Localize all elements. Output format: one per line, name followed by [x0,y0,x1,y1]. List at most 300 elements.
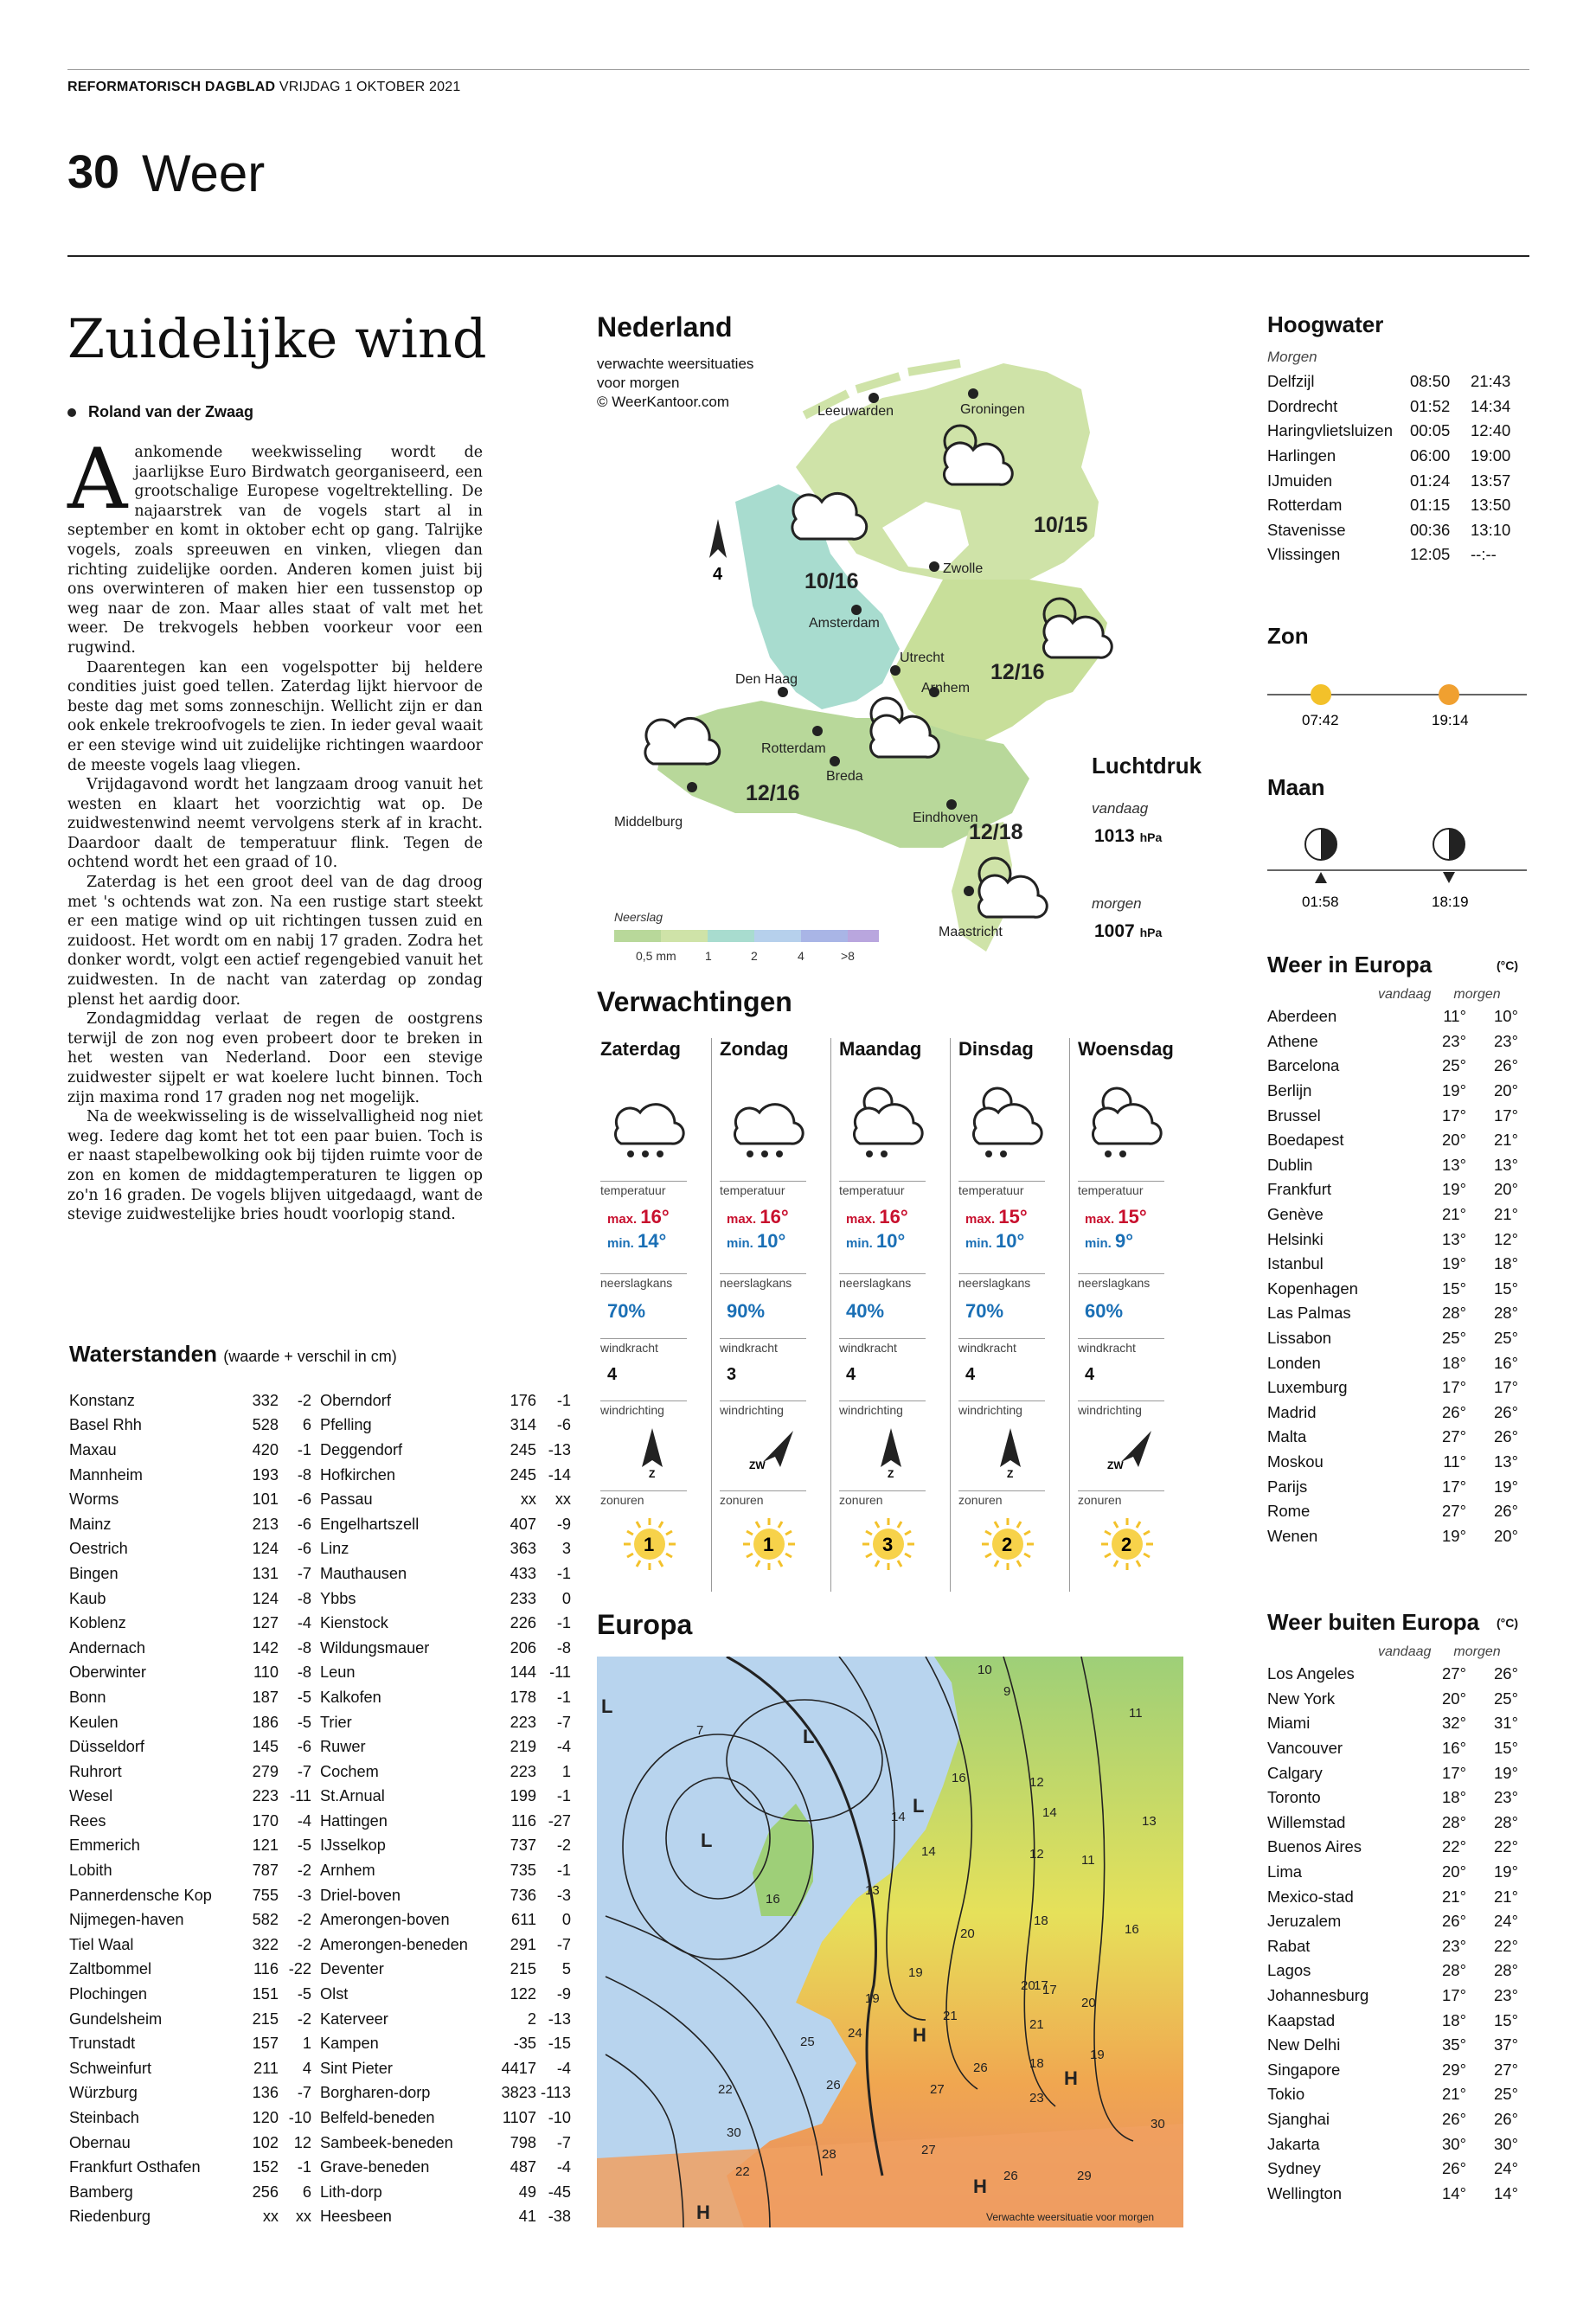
table-cell: 17° [1442,1986,1466,2005]
table-cell: -113 [540,2084,571,2102]
legend-label: >8 [841,949,855,963]
maan-diagram [1267,810,1527,913]
table-cell: 116 [253,1960,279,1978]
table-row [1267,542,1531,567]
moonrise-marker [1315,872,1327,883]
city-temp: 7 [696,1723,704,1738]
table-cell: 18° [1494,1254,1518,1273]
table-cell: Steinbach [69,2109,139,2127]
table-row [1267,2082,1518,2107]
moonset-marker [1443,872,1455,883]
table-cell: -35 [513,2035,536,2053]
table-cell: -2 [556,1836,571,1855]
table-cell: Hattingen [320,1811,388,1830]
table-cell: 17° [1442,1106,1466,1125]
table-cell: -5 [297,1985,311,2003]
day-name: Maandag [839,1038,922,1060]
table-cell: 17° [1442,1378,1466,1397]
table-row [320,1809,571,1834]
table-cell: -7 [297,2084,311,2102]
table-cell: 487 [510,2158,536,2176]
table-row [320,1388,571,1413]
city-temp: 17 [1034,1978,1048,1993]
rain-chance: 60% [1085,1300,1124,1322]
table-cell: 25° [1442,1329,1466,1348]
table-cell: -8 [297,1663,311,1682]
table-cell: 213 [252,1515,279,1533]
table-cell: Basel Rhh [69,1416,142,1434]
table-cell: 19:00 [1471,446,1511,465]
table-cell: 28° [1494,1304,1518,1323]
table-row [1267,1450,1518,1475]
table-cell: -22 [288,1960,311,1978]
table-cell: 14° [1442,2183,1466,2202]
pressure-letter: H [696,2202,710,2223]
table-cell: 206 [510,1638,536,1657]
table-cell: Heesbeen [320,2208,392,2226]
table-cell: 32° [1442,1714,1466,1733]
city-temp: 14 [1042,1805,1057,1820]
table-cell: 01:52 [1410,396,1451,415]
sun-hours: 1 [763,1534,774,1555]
table-row [1267,1375,1518,1400]
table-cell: Engelhartszell [320,1515,420,1533]
wind-direction-icon [626,1424,678,1484]
table-cell: -1 [556,1391,571,1409]
table-row [320,1982,571,2007]
table-cell: 26° [1494,1056,1518,1075]
table-cell: 127 [252,1614,279,1632]
table-cell: Genève [1267,1205,1324,1224]
table-cell: Berlijn [1267,1081,1312,1100]
weer-buiten-header: vandaag morgen [1378,1644,1501,1659]
table-cell: 186 [252,1713,279,1731]
table-cell: 22° [1494,1837,1518,1856]
table-cell: 735 [510,1862,536,1880]
table-row [320,1685,571,1710]
table-cell: Kampen [320,2035,379,2053]
table-cell: 21° [1442,2085,1466,2104]
table-cell: Amerongen-boven [320,1911,450,1929]
table-cell: Helsinki [1267,1229,1324,1248]
table-row [69,2155,311,2180]
table-cell: 15° [1494,1739,1518,1758]
table-row [1267,1687,1518,1712]
table-cell: 26° [1494,1402,1518,1421]
waterstanden-subtitle: (waarde + verschil in cm) [223,1348,397,1365]
table-cell: IJsselkop [320,1836,386,1855]
table-cell: 18° [1442,2010,1466,2029]
legend-label: 2 [751,949,758,963]
city-temp: 19 [1090,2048,1105,2062]
weer-europa-header: vandaag morgen [1378,987,1501,1002]
table-cell: -1 [297,1440,311,1458]
table-cell: -9 [556,1985,571,2003]
table-cell: 13:50 [1471,496,1511,515]
table-cell: 755 [252,1886,279,1904]
table-cell: 28° [1442,1812,1466,1831]
table-cell: -38 [548,2208,571,2226]
table-cell: 736 [510,1886,536,1904]
table-cell: 01:24 [1410,471,1451,490]
table-row [69,1388,311,1413]
table-cell: 420 [252,1440,279,1458]
table-cell: 2 [527,2009,536,2028]
table-row [69,2056,311,2081]
min-temp: 9° [1115,1230,1134,1252]
table-cell: 145 [252,1738,279,1756]
table-cell: 16° [1494,1353,1518,1372]
nederland-subtitle: verwachte weersituaties voor morgen © WeerKantoor.com [597,356,754,410]
table-row [1267,1860,1518,1885]
weer-in-europa-section: Weer in Europa (°C) vandaag morgen Aberdeen 11° 10° Athene 23° 23° Barcelona 25° 26° Berlijn 19° 20° Brussel 17° 17° Boedapest 20° 21° Dublin 13° 13° Frankfurt 19° 20° Genève 21° 21° Helsinki 13° 12° Istanbul 19° 18° Kopenhagen 15° 15° Las Palmas 28° 28° Lissabon 25° 25° Londen 18° 16° Luxemburg 17° 17° Madrid 26° 26° Malta 27° 26° Moskou 11° 13° Parijs 17° 19° Rome 27° 26° Wenen 19° 20° [1267,952,1527,1548]
table-cell: 25° [1494,1689,1518,1708]
table-row [320,1561,571,1586]
table-cell: 124 [252,1589,279,1607]
table-row [320,2056,571,2081]
table-cell: 19° [1442,1254,1466,1273]
table-cell: 23° [1494,1986,1518,2005]
table-cell: 35° [1442,2035,1466,2054]
table-row [320,1759,571,1785]
table-cell: 11° [1443,1007,1466,1026]
table-cell: Riedenburg [69,2208,151,2226]
wind-arrow-icon [709,519,727,584]
article-paragraph: Zaterdag is het een groot deel van de dag droog met 's ochtends wat zon. Na een rustige start steekt er een matige wind op uit richtingen tussen zuid en zuidoost. Het wordt om en nabij 17 graden. Zodra het donker wordt, volgt een actief regengebied vanuit het zuidwesten. In de nacht van zaterdag op zondag plenst het aardig door. [67,874,483,1009]
table-cell: 314 [510,1416,536,1434]
table-cell: Istanbul [1267,1254,1324,1273]
hoogwater-table [1267,369,1531,567]
table-cell: Emmerich [69,1836,140,1855]
day-name: Dinsdag [958,1038,1034,1060]
column-divider [1069,1038,1070,1592]
table-cell: 215 [252,2009,279,2028]
table-cell: Malta [1267,1427,1307,1446]
table-cell: Trunstadt [69,2035,136,2053]
table-row [1267,2033,1518,2058]
table-row [320,2031,571,2056]
nederland-map [597,329,1116,969]
table-row [69,1463,311,1488]
table-cell: 611 [511,1911,536,1929]
table-row [1267,1934,1518,1959]
table-row [1267,1326,1518,1351]
table-cell: 27° [1442,1502,1466,1521]
table-cell: 28° [1494,1961,1518,1980]
table-cell: 219 [510,1738,536,1756]
table-row [69,1907,311,1932]
table-row [1267,1202,1518,1227]
article-paragraph: Vrijdagavond wordt het langzaam droog vanuit het westen en klaart het voorzichtig wat op. De zuidwestenwind neemt vervolgens sterk af in kracht. Daardoor daalt de temperatuur flink. Tegen de ochtend wordt het een graad of 10. [67,776,483,872]
temp-label: 12/16 [990,660,1045,684]
rain-cloud-icon [600,1067,695,1163]
table-cell: 21° [1494,1131,1518,1150]
table-row [320,1907,571,1932]
table-cell: -3 [556,1886,571,1904]
table-row [320,1487,571,1512]
table-cell: Mexico-stad [1267,1887,1354,1906]
table-cell: -45 [548,2182,571,2201]
table-cell: 13° [1442,1155,1466,1174]
table-cell: 20° [1442,1131,1466,1150]
table-cell: -1 [556,1688,571,1706]
weer-buiten-title: Weer buiten Europa [1267,1609,1480,1635]
paper-name: REFORMATORISCH DAGBLAD [67,80,276,94]
forecast-day: Woensdag temperatuur max. 15° min. 9° neerslagkans 60% windkracht 4 windrichting ZW zonuren 2 [1078,1038,1197,1599]
table-cell: -5 [297,1836,311,1855]
city-temp: 19 [865,1991,880,2006]
table-row [69,1809,311,1834]
table-row [1267,2157,1518,2182]
table-cell: 124 [252,1540,279,1558]
table-cell: Lith-dorp [320,2182,382,2201]
table-cell: Katerveer [320,2009,388,2028]
sun-hours-icon [1097,1514,1166,1574]
table-row [69,2205,311,2230]
table-cell: 223 [510,1762,536,1780]
table-cell: Konstanz [69,1391,135,1409]
table-cell: 13° [1494,1452,1518,1471]
table-cell: -4 [556,2059,571,2077]
table-cell: xx [295,2208,311,2226]
city-label: Rotterdam [761,741,826,756]
sun-hours: 3 [882,1534,894,1555]
europa-title: Europa [597,1609,693,1640]
table-cell: 27° [1442,1664,1466,1683]
table-cell: -6 [297,1738,311,1756]
city-label: Leeuwarden [817,404,894,419]
table-cell: 26° [1494,1502,1518,1521]
table-cell: 178 [510,1688,536,1706]
table-cell: 322 [252,1935,279,1953]
table-row [1267,1227,1518,1252]
table-row [320,1512,571,1537]
table-cell: 18° [1442,1353,1466,1372]
table-cell: Rees [69,1811,106,1830]
table-cell: 144 [510,1663,536,1682]
table-cell: 21° [1494,1887,1518,1906]
table-cell: Deventer [320,1960,384,1978]
map-caption: Verwachte weersituatie voor morgen [986,2211,1155,2223]
legend-label: 4 [798,949,804,963]
city-temp: 9 [1003,1684,1011,1699]
table-row [320,1586,571,1612]
table-cell: Bingen [69,1564,119,1582]
table-cell: Borgharen-dorp [320,2084,431,2102]
table-row [320,1883,571,1908]
table-cell: 24° [1494,1912,1518,1931]
article-headline: Zuidelijke wind [67,307,487,370]
table-row [320,1611,571,1636]
table-cell: Koblenz [69,1614,126,1632]
table-cell: 28° [1442,1961,1466,1980]
table-cell: Miami [1267,1714,1311,1733]
table-cell: 6 [302,1416,311,1434]
table-cell: 11° [1443,1452,1466,1471]
table-cell: 25° [1494,1329,1518,1348]
table-cell: 18° [1442,1788,1466,1807]
svg-text:4: 4 [713,565,723,584]
wind-force: 4 [965,1365,976,1384]
table-cell: Olst [320,1985,349,2003]
pressure-letter: L [601,1695,613,1717]
city-temp: 25 [800,2035,815,2049]
table-cell: Wildungsmauer [320,1638,430,1657]
city-temp: 12 [1029,1847,1044,1862]
table-cell: 19° [1494,1862,1518,1881]
table-cell: 136 [252,2084,279,2102]
table-cell: 245 [510,1440,536,1458]
table-cell: 31° [1494,1714,1518,1733]
city-temp: 28 [822,2147,836,2162]
city-temp: 16 [952,1771,966,1785]
table-cell: 3 [561,1540,571,1558]
table-row [1267,1523,1518,1548]
sun-cloud-shower-icon [839,1067,934,1163]
table-row [1267,1277,1518,1302]
table-cell: 22° [1442,1837,1466,1856]
table-row [1267,1400,1518,1426]
sun-hours-icon [739,1514,808,1574]
table-row [69,1438,311,1463]
table-cell: Harlingen [1267,446,1336,465]
table-cell: Gundelsheim [69,2009,163,2028]
table-cell: 12° [1494,1229,1518,1248]
table-cell: -7 [556,2133,571,2151]
table-cell: -5 [297,1713,311,1731]
sun-cloud-shower-icon [1078,1067,1173,1163]
table-cell: 30° [1494,2134,1518,2153]
table-row [69,1734,311,1759]
table-cell: 0 [561,1589,571,1607]
zon-diagram [1267,660,1527,729]
table-row [320,1537,571,1562]
table-cell: Rotterdam [1267,496,1343,515]
table-cell: Ruhrort [69,1762,122,1780]
city-temp: 20 [960,1926,975,1941]
table-cell: 25° [1494,2085,1518,2104]
table-cell: -1 [556,1614,571,1632]
city-temp: 18 [1029,2056,1044,2071]
table-cell: Leun [320,1663,356,1682]
table-cell: -6 [297,1515,311,1533]
table-cell: Sjanghai [1267,2109,1330,2128]
table-row [1267,1811,1518,1836]
table-cell: 1107 [502,2109,536,2127]
table-cell: -11 [549,1663,571,1682]
legend-label: 0,5 mm [636,949,676,963]
zon-section [1267,623,1527,734]
table-cell: Dublin [1267,1155,1313,1174]
table-row [69,1487,311,1512]
table-cell: 798 [510,2133,536,2151]
weer-europa-table [1267,1004,1518,1548]
table-cell: Mauthausen [320,1564,407,1582]
table-cell: 21° [1442,1205,1466,1224]
city-temp: 20 [1081,1996,1096,2010]
luchtdruk-today: 1013 hPa [1094,826,1163,846]
table-cell: Frankfurt Osthafen [69,2158,201,2176]
table-cell: 407 [510,1515,536,1533]
table-cell: 14° [1494,2183,1518,2202]
zon-title: Zon [1267,623,1309,649]
city-temp: 22 [718,2082,733,2097]
city-label: Eindhoven [913,811,978,825]
table-row [320,1661,571,1686]
rain-chance: 70% [607,1300,646,1322]
table-row [320,2007,571,2032]
table-cell: 00:05 [1410,421,1451,440]
table-cell: Frankfurt [1267,1180,1332,1199]
pressure-letter: H [973,2176,987,2197]
table-cell: Toronto [1267,1788,1321,1807]
table-cell: Würzburg [69,2084,138,2102]
table-row [320,2155,571,2180]
day-name: Zondag [720,1038,789,1060]
table-cell: 27° [1442,1427,1466,1446]
table-cell: -27 [548,1811,571,1830]
column-divider [711,1038,712,1592]
table-cell: 13° [1494,1155,1518,1174]
city-temp: 19 [908,1965,923,1980]
forecast-day: Maandag temperatuur max. 16° min. 10° neerslagkans 40% windkracht 4 windrichting Z zonuren 3 [839,1038,958,1599]
table-cell: -9 [556,1515,571,1533]
table-cell: 433 [510,1564,536,1582]
table-row [1267,1499,1518,1524]
table-cell: Kaapstad [1267,2010,1336,2029]
table-cell: Moskou [1267,1452,1324,1471]
table-row [69,1636,311,1661]
city-label: Zwolle [943,561,984,576]
table-cell: 26° [1494,1427,1518,1446]
article-body [67,431,483,1225]
table-cell: -6 [297,1540,311,1558]
table-cell: 19° [1442,1180,1466,1199]
table-cell: Luxemburg [1267,1378,1348,1397]
table-row [1267,2008,1518,2033]
table-row [69,1858,311,1883]
temp-label: 12/18 [969,820,1023,844]
table-cell: 245 [510,1465,536,1484]
svg-text:Z: Z [649,1468,656,1480]
day-name: Woensdag [1078,1038,1174,1060]
table-row [69,1958,311,1983]
city-label: Arnhem [921,681,971,695]
table-cell: Amerongen-beneden [320,1935,468,1953]
table-cell: 26° [1494,1664,1518,1683]
table-cell: 26° [1442,1912,1466,1931]
drop-cap: A [67,431,128,528]
table-row [1267,2107,1518,2132]
city-temp: 17 [1042,1983,1057,1997]
table-cell: -7 [297,1762,311,1780]
table-row [1267,1958,1518,1984]
verwachtingen-title: Verwachtingen [597,986,792,1017]
table-cell: 151 [252,1985,279,2003]
sun-hours-icon [977,1514,1047,1574]
city-temp: 10 [977,1663,992,1677]
table-cell: Boedapest [1267,1131,1344,1150]
city-temp: 23 [1029,2091,1044,2106]
table-cell: -4 [297,1811,311,1830]
table-cell: Nijmegen-haven [69,1911,184,1929]
table-cell: 116 [511,1811,536,1830]
sun-cloud-shower-icon [958,1067,1054,1163]
table-cell: Lagos [1267,1961,1311,1980]
table-row [69,1661,311,1686]
table-row [320,1958,571,1983]
table-row [320,1834,571,1859]
